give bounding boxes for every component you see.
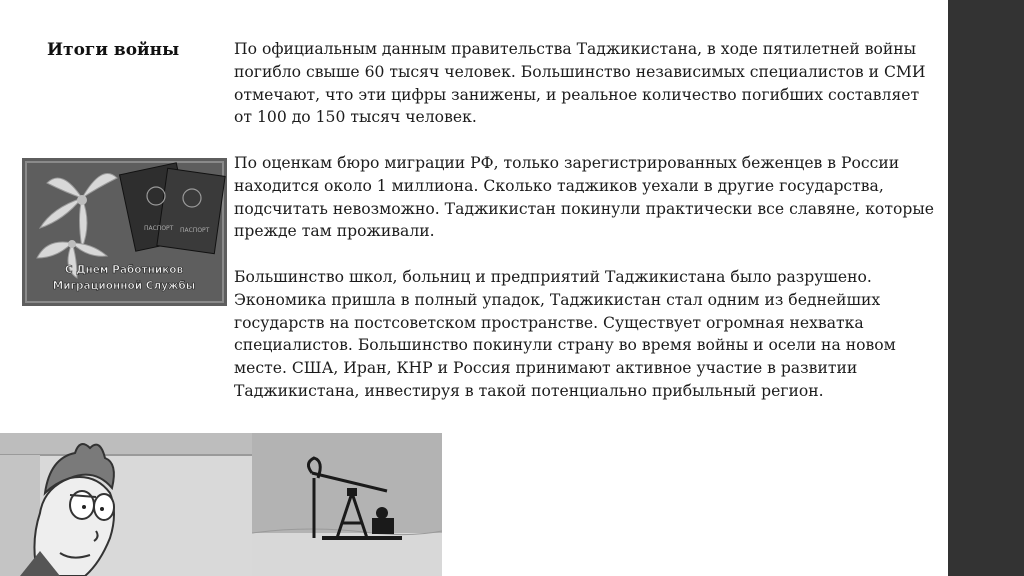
passport-label-1: ПАСПОРТ <box>144 225 174 232</box>
cartoon-character-image <box>0 433 252 576</box>
slide-title: Итоги войны <box>47 40 180 60</box>
caption-line-1: С Днем Работников <box>64 264 184 276</box>
passport-label-2: ПАСПОРТ <box>180 227 210 234</box>
paragraph-economy: Большинство школ, больниц и предприятий Таджикистана было разрушено. Экономика пришла в полный упадок, Таджикистан стал одним из беднейших государств на постсоветском пространстве. Существует огромная нехватка специалистов. Большинство покинули страну во время войны и осели на новом месте. США, Иран, КНР и Россия принимают активное участие в развитии Таджикистана, инвестируя в такой потенциально прибыльный регион. <box>234 267 896 400</box>
oil-pump-image <box>252 433 442 576</box>
slide-body <box>234 38 934 426</box>
side-bar <box>948 0 1024 576</box>
migration-service-image <box>22 158 227 306</box>
paragraph-refugees: По оценкам бюро миграции РФ, только зарегистрированных беженцев в России находится около 1 миллиона. Сколько таджиков уехали в другие государства, подсчитать невозможно. Таджикистан покинули практически все славяне, которые прежде там проживали. <box>234 153 934 241</box>
paragraph-casualties: По официальным данным правительства Таджикистана, в ходе пятилетней войны погибло свыше 60 тысяч человек. Большинство независимых специалистов и СМИ отмечают, что эти цифры занижены, и реальное количество погибших составляет от 100 до 150 тысяч человек. <box>234 40 926 127</box>
caption-line-2: Миграционной Службы <box>52 280 196 292</box>
